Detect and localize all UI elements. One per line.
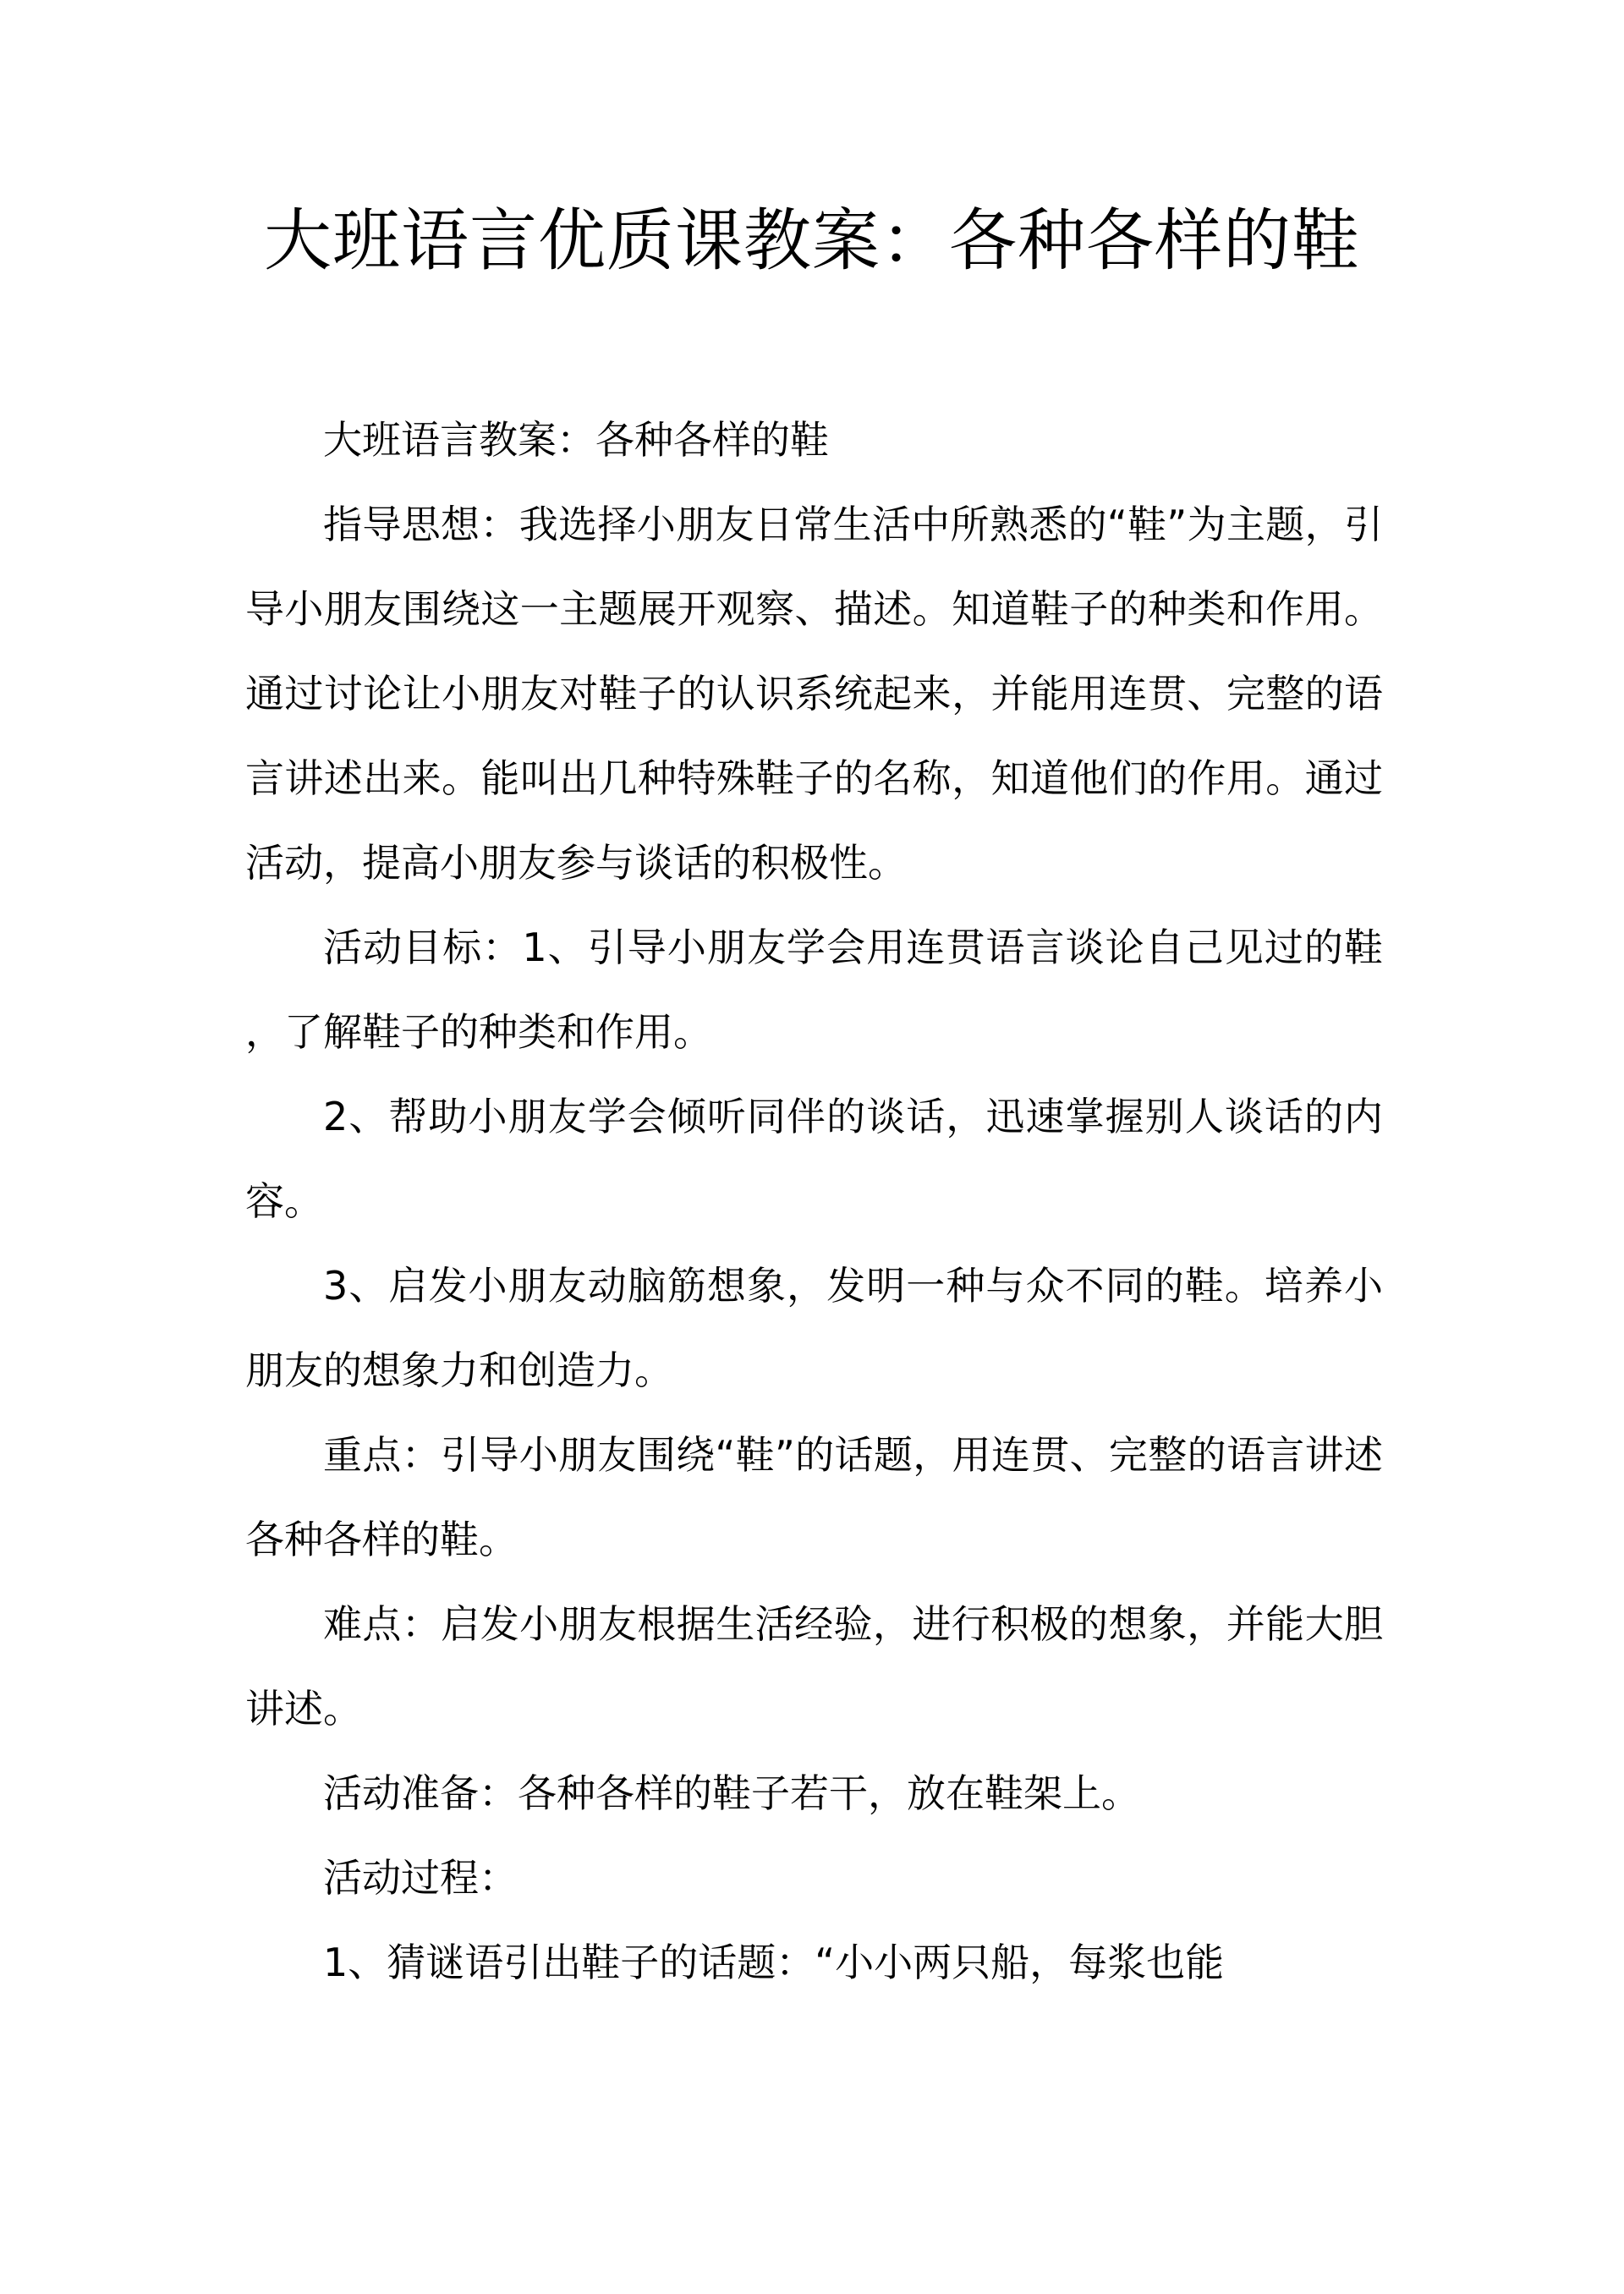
paragraph-goal-1: 活动目标：1、引导小朋友学会用连贯语言谈论自己见过的鞋，了解鞋子的种类和作用。 — [245, 925, 1383, 1055]
paragraph-guiding-idea: 指导思想：我选择小朋友日常生活中所熟悉的“鞋”为主题，引导小朋友围绕这一主题展开观察、描述。知道鞋子的种类和作用。通过讨论让小朋友对鞋子的认识系统起来，并能用连贯、完整的语言讲述出来。能叫出几种特殊鞋子的名称，知道他们的作用。通过活动，提高小朋友参与谈话的积极性。 — [245, 502, 1383, 886]
paragraph-preparation: 活动准备：各种各样的鞋子若干，放在鞋架上。 — [323, 1770, 1140, 1816]
document-title: 大班语言优质课教案：各种各样的鞋 — [264, 201, 1360, 280]
paragraph-process-heading: 活动过程： — [323, 1855, 518, 1901]
paragraph-process-step-1: 1、猜谜语引出鞋子的话题：“小小两只船，每浆也能 — [323, 1940, 1225, 1985]
paragraph-difficulty: 难点：启发小朋友根据生活经验，进行积极的想象，并能大胆讲述。 — [245, 1601, 1383, 1731]
document-body — [245, 398, 1383, 2005]
paragraph-goal-3: 3、启发小朋友动脑筋想象，发明一种与众不同的鞋。培养小朋友的想象力和创造力。 — [245, 1263, 1383, 1393]
paragraph-key-point: 重点：引导小朋友围绕“鞋”的话题，用连贯、完整的语言讲述各种各样的鞋。 — [245, 1432, 1383, 1562]
paragraph-goal-2: 2、帮助小朋友学会倾听同伴的谈话，迅速掌握别人谈话的内容。 — [245, 1094, 1383, 1224]
paragraph-lesson-name: 大班语言教案：各种各样的鞋 — [323, 417, 829, 463]
